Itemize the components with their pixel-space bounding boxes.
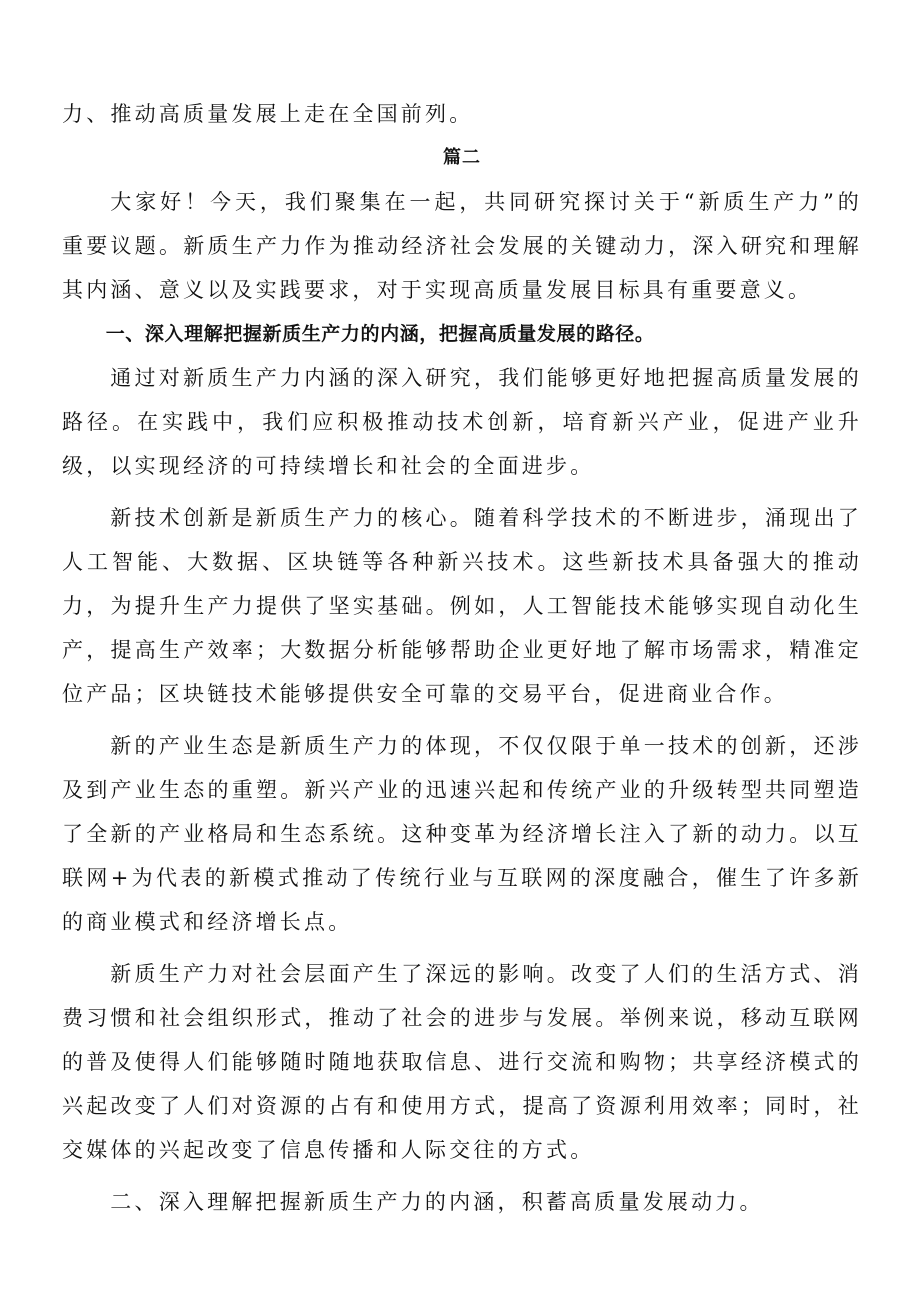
- paragraph-technology: 新技术创新是新质生产力的核心。随着科学技术的不断进步，涌现出了人工智能、大数据、区块链等各种新兴技术。这些新技术具备强大的推动力，为提升生产力提供了坚实基础。例如，人工智能技术能够实现自动化生产，提高生产效率；大数据分析能够帮助企业更好地了解市场需求，精准定位产品；区块链技术能够提供安全可靠的交易平台，促进商业合作。: [62, 506, 862, 706]
- paragraph-path: 通过对新质生产力内涵的深入研究，我们能够更好地把握高质量发展的路径。在实践中，我们应积极推动技术创新，培育新兴产业，促进产业升级，以实现经济的可持续增长和社会的全面进步。: [62, 366, 862, 478]
- intro-paragraph: 大家好！今天，我们聚集在一起，共同研究探讨关于“新质生产力”的重要议题。新质生产力作为推动经济社会发展的关键动力，深入研究和理解其内涵、意义以及实践要求，对于实现高质量发展目标具有重要意义。: [62, 190, 862, 302]
- document-page: [62, 92, 862, 1224]
- paragraph-society: 新质生产力对社会层面产生了深远的影响。改变了人们的生活方式、消费习惯和社会组织形式，推动了社会的进步与发展。举例来说，移动互联网的普及使得人们能够随时随地获取信息、进行交流和购物；共享经济模式的兴起改变了人们对资源的占有和使用方式，提高了资源利用效率；同时，社交媒体的兴起改变了信息传播和人际交往的方式。: [62, 962, 862, 1162]
- section-title: 篇二: [443, 147, 481, 168]
- heading-one: 一、深入理解把握新质生产力的内涵，把握高质量发展的路径。: [105, 323, 655, 345]
- heading-two: 二、深入理解把握新质生产力的内涵，积蓄高质量发展动力。: [110, 1190, 764, 1214]
- continuation-paragraph: 力、推动高质量发展上走在全国前列。: [62, 102, 474, 126]
- paragraph-industry: 新的产业生态是新质生产力的体现，不仅仅限于单一技术的创新，还涉及到产业生态的重塑。新兴产业的迅速兴起和传统产业的升级转型共同塑造了全新的产业格局和生态系统。这种变革为经济增长注入了新的动力。以互联网+为代表的新模式推动了传统行业与互联网的深度融合，催生了许多新的商业模式和经济增长点。: [62, 734, 862, 934]
